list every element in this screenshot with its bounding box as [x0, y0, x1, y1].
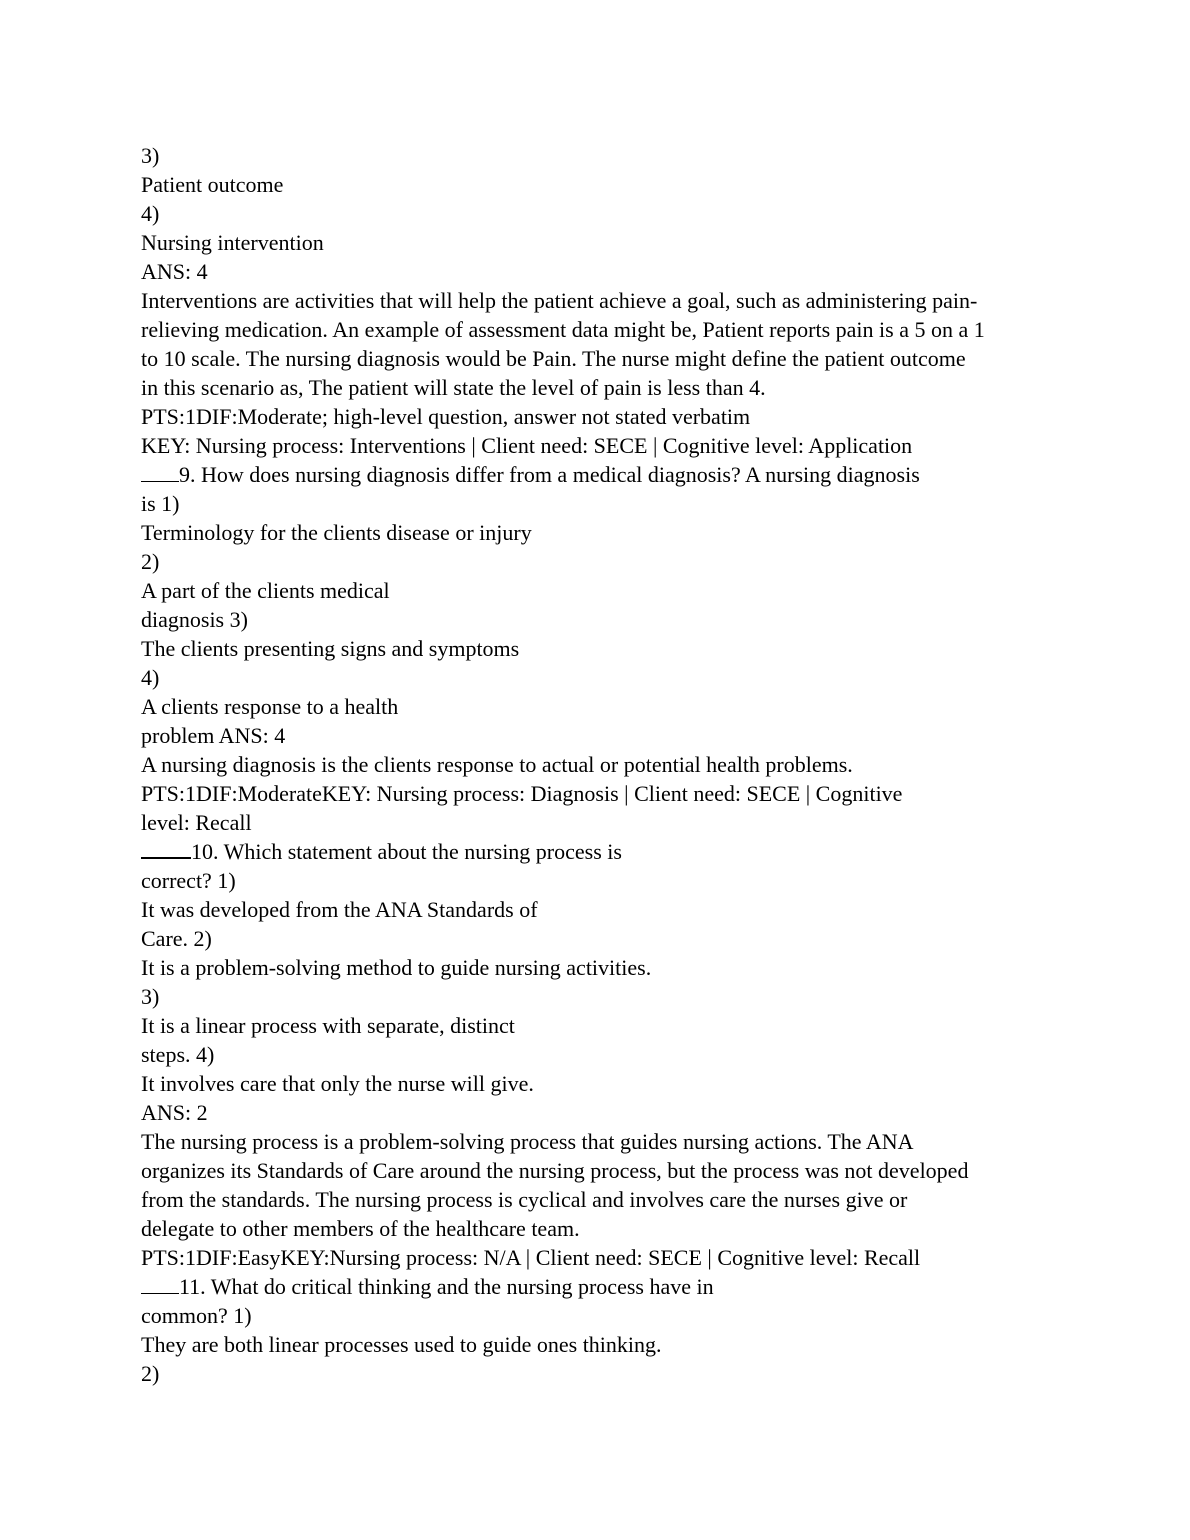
text-line: The clients presenting signs and symptoms [141, 636, 520, 661]
text-line: A part of the clients medical [141, 578, 390, 603]
text-line: PTS:1DIF:EasyKEY:Nursing process: N/A | Client need: SECE | Cognitive level: Recall [141, 1245, 921, 1270]
text-line: delegate to other members of the healthcare team. [141, 1216, 580, 1241]
question-line [141, 1272, 1051, 1301]
question-line [141, 460, 1051, 489]
answer-blank [141, 1273, 179, 1294]
text-line: correct? 1) [141, 868, 236, 893]
text-line: It is a linear process with separate, distinct [141, 1013, 515, 1038]
text-line: level: Recall [141, 810, 252, 835]
text-line: It involves care that only the nurse will give. [141, 1071, 534, 1096]
question-text: 9. How does nursing diagnosis differ from a medical diagnosis? A nursing diagnosis [179, 462, 920, 487]
text-line: common? 1) [141, 1303, 252, 1328]
question-line [141, 837, 1051, 866]
text-line: It was developed from the ANA Standards of [141, 897, 538, 922]
text-line: Care. 2) [141, 926, 212, 951]
text-line: It is a problem-solving method to guide nursing activities. [141, 955, 652, 980]
document-page [141, 141, 1051, 1388]
text-line: in this scenario as, The patient will state the level of pain is less than 4. [141, 375, 766, 400]
answer-blank [141, 461, 179, 482]
text-line: Interventions are activities that will help the patient achieve a goal, such as administering pain- [141, 288, 978, 313]
text-line: 2) [141, 1361, 160, 1386]
text-line: is 1) [141, 491, 180, 516]
text-line: 2) [141, 549, 160, 574]
text-line: 4) [141, 201, 160, 226]
text-line: ANS: 4 [141, 259, 208, 284]
text-line: PTS:1DIF:ModerateKEY: Nursing process: Diagnosis | Client need: SECE | Cognitive [141, 781, 903, 806]
text-line: Nursing intervention [141, 230, 324, 255]
text-line: 3) [141, 984, 160, 1009]
question-text: 11. What do critical thinking and the nursing process have in [179, 1274, 714, 1299]
text-line: Terminology for the clients disease or injury [141, 520, 532, 545]
text-line: 3) [141, 143, 160, 168]
text-line: ANS: 2 [141, 1100, 208, 1125]
text-line: They are both linear processes used to guide ones thinking. [141, 1332, 662, 1357]
text-line: relieving medication. An example of assessment data might be, Patient reports pain is a 5 on a 1 [141, 317, 985, 342]
text-line: A nursing diagnosis is the clients response to actual or potential health problems. [141, 752, 853, 777]
answer-blank [141, 837, 191, 859]
text-line: diagnosis 3) [141, 607, 248, 632]
text-line: steps. 4) [141, 1042, 215, 1067]
text-line: The nursing process is a problem-solving process that guides nursing actions. The ANA [141, 1129, 914, 1154]
text-line: problem ANS: 4 [141, 723, 286, 748]
text-line: A clients response to a health [141, 694, 399, 719]
text-line: to 10 scale. The nursing diagnosis would be Pain. The nurse might define the patient outcome [141, 346, 966, 371]
question-text: 10. Which statement about the nursing process is [191, 839, 622, 864]
text-line: Patient outcome [141, 172, 284, 197]
text-line: 4) [141, 665, 160, 690]
text-line: PTS:1DIF:Moderate; high-level question, answer not stated verbatim [141, 404, 751, 429]
text-line: organizes its Standards of Care around the nursing process, but the process was not developed [141, 1158, 969, 1183]
text-line: from the standards. The nursing process is cyclical and involves care the nurses give or [141, 1187, 908, 1212]
text-line: KEY: Nursing process: Interventions | Client need: SECE | Cognitive level: Application [141, 433, 913, 458]
